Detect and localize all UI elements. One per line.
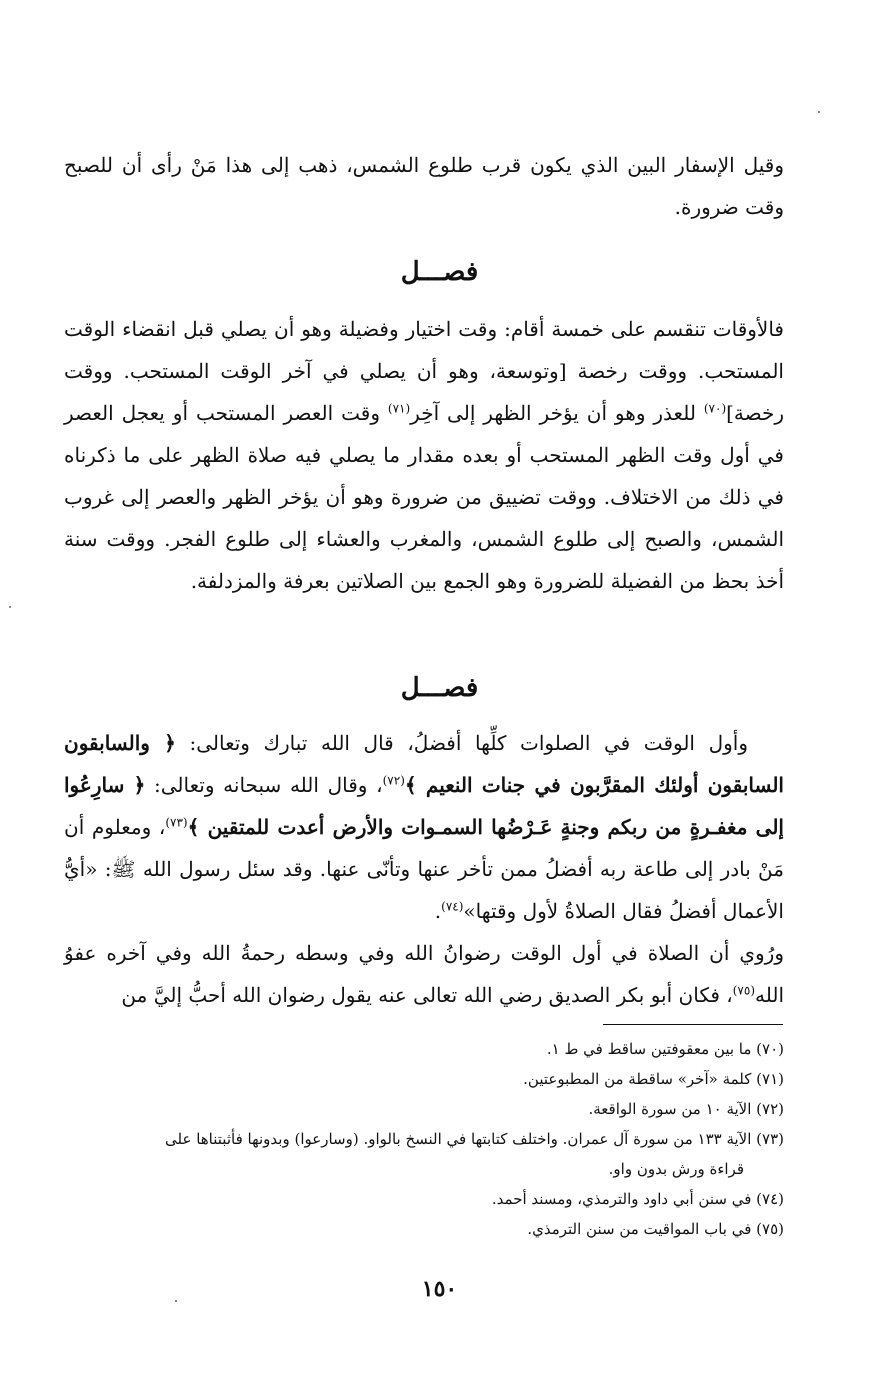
paragraph-text: ، ومعلوم أن مَنْ بادر إلى طاعة ربه أفضلُ ممن تأخر عنها وتأنّى عنها. وقد سئل رسول الله ﷺ: «أيُّ الأعمال أفضلُ فقال الصلاةُ لأول وقتها» bbox=[64, 815, 784, 923]
paragraph bbox=[64, 722, 784, 932]
paragraph-text: فالأوقات تنقسم على خمسة أقام: وقت اختيار وفضيلة وهو أن يصلي قبل انقضاء الوقت المستحب. ووقت رخصة [وتوسعة، وهو أن يصلي في آخر الوقت المستحب. ووقت رخصة] bbox=[64, 317, 785, 425]
footnote-ref-70: (٧٠) bbox=[703, 401, 727, 416]
footnotes bbox=[64, 1034, 784, 1244]
footnote-70: (٧٠) ما بين معقوفتين ساقط في ط ١. bbox=[546, 1040, 784, 1058]
paragraph-text: ، فكان أبو بكر الصديق رضي الله تعالى عنه يقول رضوان الله أحبُّ إليَّ من bbox=[121, 983, 733, 1007]
scan-speck bbox=[175, 1300, 177, 1302]
paragraph-text: للعذر وهو أن يؤخر الظهر إلى آخِر bbox=[410, 401, 704, 425]
paragraph-text: وقت العصر المستحب أو يعجل العصر في أول وقت الظهر المستحب أو بعده مقدار ما يصلي فيه صلاة الظهر على ما ذكرناه في ذلك من الاختلاف. ووقت تضييق من ضرورة وهو أن يؤخر الظهر والعصر إلى غروب الشمس، والصبح إلى طلوع الشمس، والمغرب والعشاء إلى طلوع الفجر. ووقت سنة أخذ بحظ من الفضيلة للضرورة وهو الجمع بين الصلاتين بعرفة والمزدلفة. bbox=[64, 401, 784, 593]
footnote-75: (٧٥) في باب المواقيت من سنن الترمذي. bbox=[527, 1220, 784, 1238]
footnote-73: (٧٣) الآية ١٣٣ من سورة آل عمران. واختلف كتابتها في النسخ بالواو. (وسارعوا) وبدونها فأثبتناها على bbox=[165, 1130, 784, 1148]
footnote-71: (٧١) كلمة «آخر» ساقطة من المطبوعتين. bbox=[523, 1070, 784, 1088]
paragraph-text: وأول الوقت في الصلوات كلِّها أفضلُ، قال الله تبارك وتعالى: bbox=[175, 731, 748, 755]
paragraph-first-time bbox=[64, 722, 784, 1016]
paragraph-time-categories bbox=[64, 308, 784, 602]
scan-speck bbox=[818, 111, 820, 113]
quran-quote: ﴿ سارِعُوا إلى مغفـرةٍ من ربكم وجنةٍ عَـرْضُها السمـوات والأرض أعدت للمتقين ﴾ bbox=[64, 773, 784, 839]
paragraph bbox=[64, 932, 784, 1016]
footnote-ref-72: (٧٢) bbox=[382, 773, 405, 788]
paragraph-intro bbox=[64, 144, 784, 228]
paragraph-text: وقيل الإسفار البين الذي يكون قرب طلوع الشمس، ذهب إلى هذا مَنْ رأى أن للصبح وقت ضرورة. bbox=[64, 153, 784, 219]
footnote-ref-71: (٧١) bbox=[387, 401, 411, 416]
paragraph-text: . bbox=[434, 899, 442, 923]
quran-quote: ﴿ والسابقون السابقون أولئك المقرَّبون في جنات النعيم ﴾ bbox=[64, 731, 784, 797]
footnote-separator bbox=[603, 1024, 783, 1025]
footnote-ref-74: (٧٤) bbox=[441, 899, 464, 914]
paragraph-text: ورُوي أن الصلاة في أول الوقت رضوانُ الله وفي وسطه رحمةُ الله وفي آخره عفوُ الله bbox=[64, 941, 784, 1007]
footnote-72: (٧٢) الآية ١٠ من سورة الواقعة. bbox=[588, 1100, 784, 1118]
footnote-ref-75: (٧٥) bbox=[732, 983, 755, 998]
footnote-74: (٧٤) في سنن أبي داود والترمذي، ومسند أحمد. bbox=[491, 1190, 784, 1208]
footnote-73-continued: قراءة ورش بدون واو. bbox=[608, 1160, 744, 1178]
footnote-ref-73: (٧٣) bbox=[165, 815, 188, 830]
section-heading-2: فصـــل bbox=[400, 673, 479, 703]
page-number: ١٥٠ bbox=[421, 1276, 458, 1302]
section-heading-1: فصـــل bbox=[400, 257, 479, 287]
scan-speck bbox=[9, 606, 11, 608]
paragraph-text: ، وقال الله سبحانه وتعالى: bbox=[145, 773, 383, 797]
